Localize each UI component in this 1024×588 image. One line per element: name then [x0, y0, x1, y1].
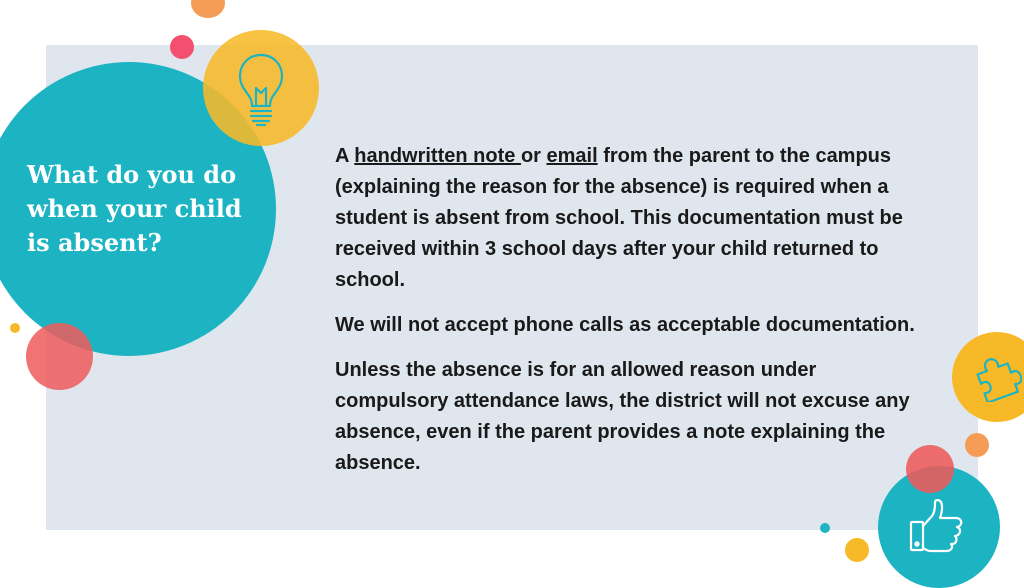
paragraph-mid: or: [520, 145, 547, 167]
thumbs-up-icon: [908, 498, 968, 556]
email-link[interactable]: email: [546, 145, 598, 167]
teal-dot: [820, 523, 830, 533]
puzzle-icon: [972, 352, 1022, 402]
yellow-dot-left: [10, 323, 20, 333]
paragraph-phone-calls: We will not accept phone calls as acceptable documentation.: [335, 314, 915, 336]
paragraph-prefix: A: [335, 145, 355, 167]
red-circle-left: [26, 323, 93, 390]
yellow-dot-bottom: [845, 538, 869, 562]
paragraph-documentation: [335, 141, 925, 296]
content-body: [335, 141, 925, 493]
handwritten-note-link[interactable]: handwritten note: [354, 145, 521, 167]
paragraph-compulsory: Unless the absence is for an allowed reason under compulsory attendance laws, the district will not excuse any absence, even if the parent provides a note explaining the absence.: [335, 359, 910, 474]
orange-dot-top: [191, 0, 225, 18]
pink-dot: [170, 35, 194, 59]
page-title: What do you do when your child is absent?: [27, 160, 242, 257]
paragraph-suffix: from the parent to the campus (explaining the reason for the absence) is required when a student is absent from school. This documentation must be received within 3 school days after your child returned to school.: [335, 145, 903, 291]
orange-dot-right: [965, 433, 989, 457]
lightbulb-icon: [236, 52, 286, 128]
